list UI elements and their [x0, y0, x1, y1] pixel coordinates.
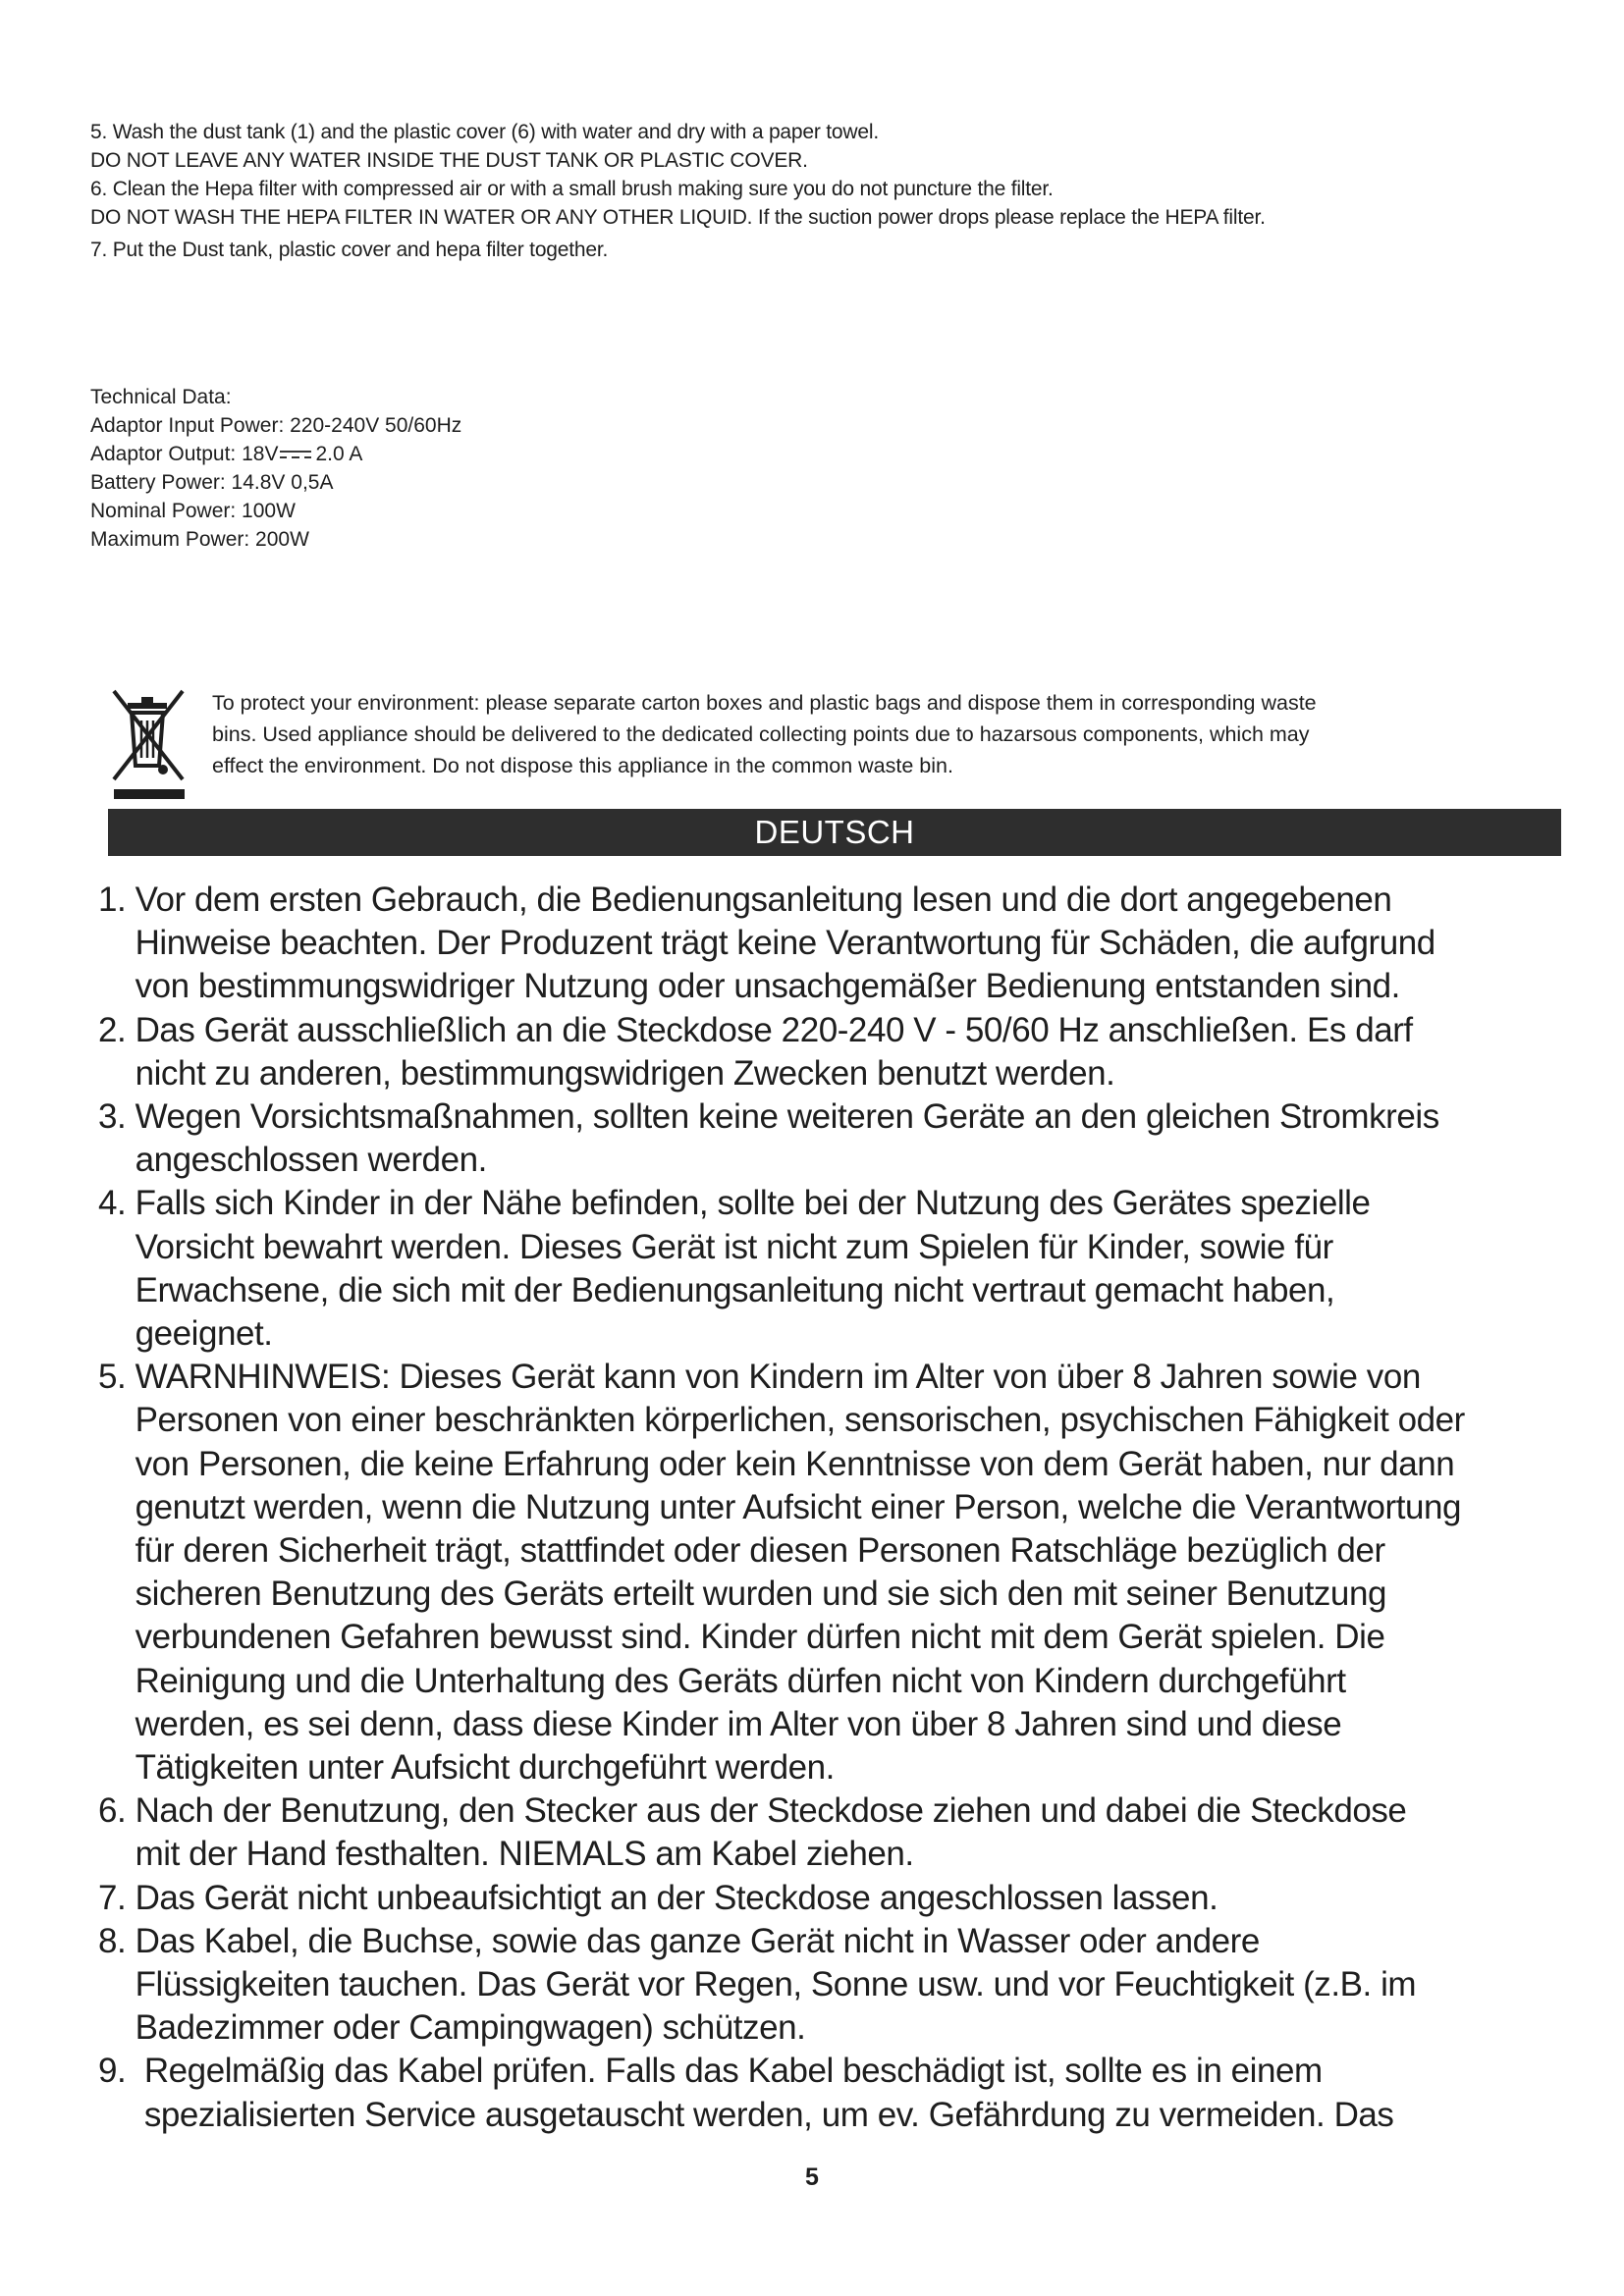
adaptor-input: Adaptor Input Power: 220-240V 50/60Hz [90, 414, 462, 437]
instruction-line: 5. Wash the dust tank (1) and the plastic cover (6) with water and dry with a paper towel. [90, 121, 879, 143]
list-item-line: von Personen, die keine Erfahrung oder kein Kenntnisse von dem Gerät haben, nur dann [135, 1444, 1455, 1483]
list-item-number: 3. [98, 1097, 135, 1137]
instruction-line: DO NOT WASH THE HEPA FILTER IN WATER OR ANY OTHER LIQUID. If the suction power drops please replace the HEPA filter. [90, 206, 1266, 229]
list-item-text [144, 2050, 1571, 2136]
list-item-line: geeignet. [135, 1314, 273, 1354]
list-item-line: Vor dem ersten Gebrauch, die Bedienungsanleitung lesen und die dort angegebenen [135, 881, 1392, 919]
list-item-line: Tätigkeiten unter Aufsicht durchgeführt werden. [135, 1748, 835, 1788]
list-item-line: angeschlossen werden. [135, 1141, 487, 1180]
list-item-text [135, 1009, 1571, 1095]
list-item-number: 6. [98, 1791, 135, 1831]
environment-text [212, 687, 1606, 781]
list-item-line: mit der Hand festhalten. NIEMALS am Kabel ziehen. [135, 1835, 914, 1874]
list-item-line: WARNHINWEIS: Dieses Gerät kann von Kindern im Alter von über 8 Jahren sowie von [135, 1358, 1421, 1397]
list-item-line: Das Kabel, die Buchse, sowie das ganze Gerät nicht in Wasser oder andere [135, 1921, 1260, 1960]
list-item-number: 4. [98, 1184, 135, 1223]
adaptor-output-current: 2.0 A [315, 443, 363, 465]
list-item [98, 879, 1571, 1009]
list-item-number: 2. [98, 1010, 135, 1049]
list-item-line: sicheren Benutzung des Geräts erteilt wurden und sie sich den mit seiner Benutzung [135, 1575, 1386, 1614]
list-item [98, 2050, 1571, 2136]
list-item-line: Erwachsene, die sich mit der Bedienungsanleitung nicht vertraut gemacht haben, [135, 1270, 1335, 1309]
list-item-text [135, 1182, 1571, 1356]
list-item [98, 1182, 1571, 1356]
cleaning-instructions [90, 118, 1563, 264]
list-item-line: Nach der Benutzung, den Stecker aus der Steckdose ziehen und dabei die Steckdose [135, 1791, 1407, 1831]
page-number: 5 [805, 2163, 819, 2191]
list-item-line: Reinigung und die Unterhaltung des Geräts dürfen nicht von Kindern durchgeführt [135, 1661, 1346, 1700]
list-item-line: Vorsicht bewahrt werden. Dieses Gerät ist nicht zum Spielen für Kinder, sowie für [135, 1227, 1333, 1266]
list-item [98, 1009, 1571, 1095]
list-item-text [135, 1789, 1571, 1876]
adaptor-output [90, 440, 461, 468]
list-item-line: werden, es sei denn, dass diese Kinder im Alter von über 8 Jahren sind und diese [135, 1704, 1342, 1743]
list-item-number: 7. [98, 1878, 135, 1917]
list-item-line: Regelmäßig das Kabel prüfen. Falls das Kabel beschädigt ist, sollte es in einem [143, 2052, 1323, 2091]
list-item-line: Personen von einer beschränkten körperlichen, sensorischen, psychischen Fähigkeit oder [135, 1401, 1465, 1440]
list-item-line: spezialisierten Service ausgetauscht werden, um ev. Gefährdung zu vermeiden. Das [143, 2095, 1394, 2134]
nominal-power: Nominal Power: 100W [90, 500, 296, 522]
section-header-deutsch: DEUTSCH [108, 809, 1561, 856]
maximum-power: Maximum Power: 200W [90, 528, 309, 551]
instruction-line: 6. Clean the Hepa filter with compressed air or with a small brush making sure you do not puncture the filter. [90, 178, 1054, 200]
list-item-line: für deren Sicherheit trägt, stattfindet oder diesen Personen Ratschläge bezüglich der [135, 1531, 1385, 1571]
environment-line: bins. Used appliance should be delivered to the dedicated collecting points due to hazarsous components, which may [212, 722, 1310, 746]
list-item-text [135, 1877, 1571, 1920]
list-item-text [135, 1095, 1571, 1182]
adaptor-output-label: Adaptor Output: 18V [90, 443, 279, 465]
list-item-line: Das Gerät nicht unbeaufsichtigt an der Steckdose angeschlossen lassen. [135, 1878, 1218, 1917]
instruction-line: DO NOT LEAVE ANY WATER INSIDE THE DUST TANK OR PLASTIC COVER. [90, 149, 808, 172]
list-item-line: Flüssigkeiten tauchen. Das Gerät vor Regen, Sonne usw. und vor Feuchtigkeit (z.B. im [135, 1965, 1417, 2004]
list-item [98, 1877, 1571, 1920]
direct-current-icon [279, 448, 312, 461]
list-item [98, 1789, 1571, 1876]
list-item-text [135, 879, 1571, 1009]
list-item-text [135, 1356, 1571, 1789]
list-item-line: Badezimmer oder Campingwagen) schützen. [135, 2008, 806, 2048]
list-item-line: von bestimmungswidriger Nutzung oder unsachgemäßer Bedienung entstanden sind. [135, 967, 1400, 1006]
list-item-line: Das Gerät ausschließlich an die Steckdose 220-240 V - 50/60 Hz anschließen. Es darf [135, 1010, 1413, 1049]
list-item-line: genutzt werden, wenn die Nutzung unter Aufsicht einer Person, welche die Verantwortung [135, 1487, 1462, 1526]
crossed-out-wheelie-bin-icon [108, 685, 190, 803]
list-item-number: 5. [98, 1358, 135, 1397]
list-item-line: Hinweise beachten. Der Produzent trägt keine Verantwortung für Schäden, die aufgrund [135, 924, 1435, 963]
list-item-line: Falls sich Kinder in der Nähe befinden, sollte bei der Nutzung des Gerätes spezielle [135, 1184, 1371, 1223]
list-item-line: nicht zu anderen, bestimmungswidrigen Zwecken benutzt werden. [135, 1053, 1115, 1093]
list-item [98, 1095, 1571, 1182]
battery-power: Battery Power: 14.8V 0,5A [90, 471, 334, 494]
list-item-text [135, 1920, 1571, 2051]
environment-line: To protect your environment: please separate carton boxes and plastic bags and dispose them in corresponding waste [212, 691, 1317, 715]
list-item-line: verbundenen Gefahren bewusst sind. Kinder dürfen nicht mit dem Gerät spielen. Die [135, 1618, 1385, 1657]
technical-data [90, 383, 461, 554]
instruction-line: 7. Put the Dust tank, plastic cover and hepa filter together. [90, 239, 609, 261]
technical-data-heading: Technical Data: [90, 386, 232, 408]
list-item-line: Wegen Vorsichtsmaßnahmen, sollten keine weiteren Geräte an den gleichen Stromkreis [135, 1097, 1439, 1137]
list-item-number: 8. [98, 1921, 135, 1960]
deutsch-instructions [98, 879, 1571, 2137]
environment-line: effect the environment. Do not dispose this appliance in the common waste bin. [212, 754, 953, 777]
list-item-number: 1. [98, 881, 135, 919]
list-item [98, 1920, 1571, 2051]
list-item [98, 1356, 1571, 1789]
list-item-number: 9. [98, 2052, 144, 2091]
environment-notice [108, 685, 1561, 803]
